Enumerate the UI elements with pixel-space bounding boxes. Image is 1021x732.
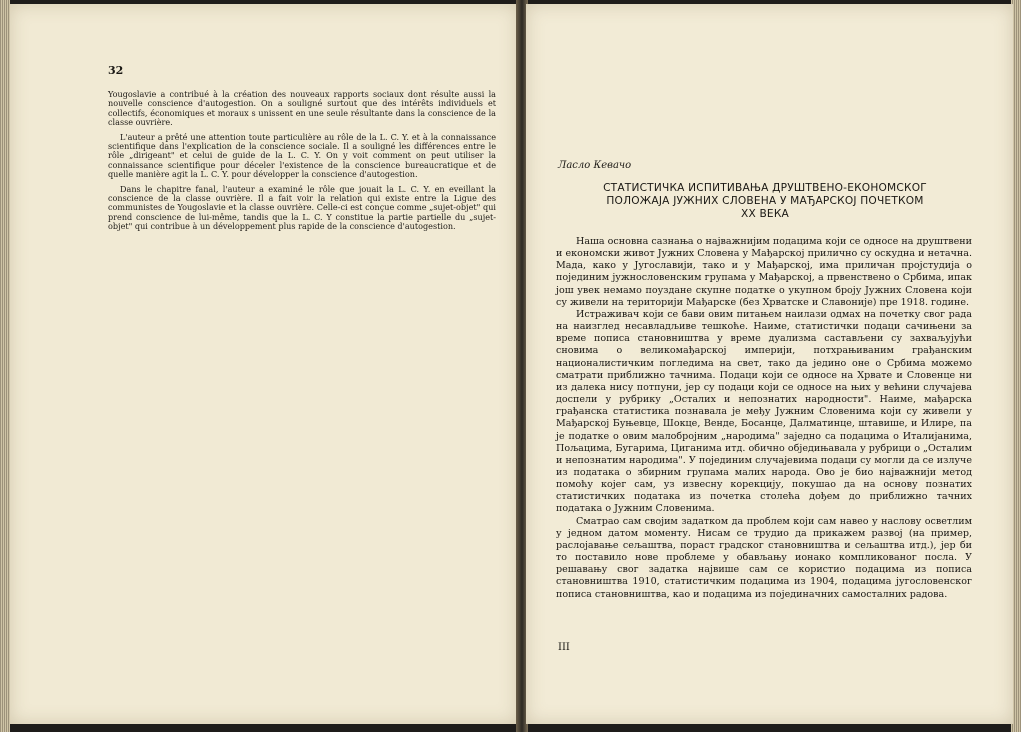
title-line: СТАТИСТИЧКА ИСПИТИВАЊА ДРУШТВЕНО-ЕКОНОМСКОГ [603,182,927,194]
page-number: 32 [108,64,124,77]
right-page [526,4,1013,724]
title-line: ПОЛОЖАЈА ЈУЖНИХ СЛОВЕНА У МАЂАРСКОЈ ПОЧЕТКОМ [606,195,924,207]
body-paragraph: Наша основна сазнања о најважнијим подацима који се односе на друштвени и економски живот Јужних Словена у Мађарској прилично су оскудна и нетачна. Мада, како у Југославији, тако и у Мађарској, има приличан пројстудија о појединим јужнословенским групама у Мађарској, а првенствено о Србима, ипак још увек немамо поуздане скупне податке о укупном броју Јужних Словена који су живели на територији Мађарске (без Хрватске и Славоније) пре 1918. године. [556,236,972,308]
summary-paragraph: Dans le chapitre fanal, l'auteur a examiné le rôle que jouait la L. C. Y. en eveillant la conscience de la classe ouvrière. Il a fait voir la relation qui existe entre la Ligue des communistes de Yougoslavie et la classe ouvrière. Celle-ci est conçue comme „sujet-objet" qui prend conscience de lui-même, tandis que la L. C. Y constitue la partie partielle du „sujet-objet" qui contribue à un développement plus rapide de la conscience d'autogestion. [108,183,496,232]
french-summary [108,90,496,237]
summary-paragraph: L'auteur a prêté une attention toute particulière au rôle de la L. C. Y. et à la connaissance scientifique dans l'explication de la conscience sociale. Il a souligné les différences entre le rôle „dirigeant" et celui de guide de la L. C. Y. On y voit comment on peut utiliser la connaissance scientifique pour déceler l'existence de la conscience bureaucratique et de quelle manière agit la L. C. Y. pour développer la conscience d'autogestion. [108,131,496,180]
summary-paragraph: Yougoslavie a contribué à la création des nouveaux rapports sociaux dont résulte aussi la nouvelle conscience d'autogestion. On a souligné surtout que des intérêts individuels et collectifs, économiques et moraux s unissent en une seule résultante dans la conscience de la classe ouvrière. [108,89,496,128]
article-author: Ласло Кевачо [558,160,632,171]
title-line: XX ВЕКА [740,208,789,220]
page-edges-left [0,0,10,732]
article-body [556,236,972,601]
printer-signature: III [558,642,570,653]
body-paragraph: Истраживач који се бави овим питањем наилази одмах на почетку свог рада на наизглед несавладљиве тешкоће. Наиме, статистички подаци сачињени за време пописа становништва у време дуализма састављени су захваљујући сновима о великомађарској империји, потхрањиваним грађанским националистичким погледима на свет, тако да једино оне о Србима можемо сматрати приближно тачнима. Подаци који се односе на Хрвате и Словенце ни из далека нису потпуни, јер су подаци који се односе на њих у већини случајева доспели у рубрику „Осталих и непознатих народности". Наиме, мађарска грађанска статистика познавала је међу Јужним Словенима који су живели у Мађарској Буњевце, Шокце, Венде, Босанце, Далматинце, штавише, и Илире, па је податке о овим малобројним „народима" заједно са подацима о Италијанима, Пољацима, Бугарима, Циганима итд. обично обједињавала у рубрици о „Осталим и непознатим народима". У појединим случајевима подаци су могли да се излуче из података о збирним групама малих народа. Ово је био најважнији метод помоћу којег сам, уз извесну корекцију, покушао да на основу познатих статистичких података из почетка столећа дођем до приближно тачних података о Јужним Словенима. [556,308,972,515]
left-page [10,4,518,724]
article-title [556,182,974,221]
body-paragraph: Сматрао сам својим задатком да проблем који сам навео у наслову осветлим у једном датом моменту. Нисам се трудио да прикажем развој (на пример, раслојавање сељаштва, пораст градског становништва и сељаштва итд.), јер би то поставило нове проблеме у обављању ионако компликованог посла. У решавању свог задатка највише сам се користио подацима из пописа становништва 1910, статистичким подацима из 1904, подацима југословенског пописа становништва, као и подацима из појединачних самосталних радова. [556,515,972,600]
